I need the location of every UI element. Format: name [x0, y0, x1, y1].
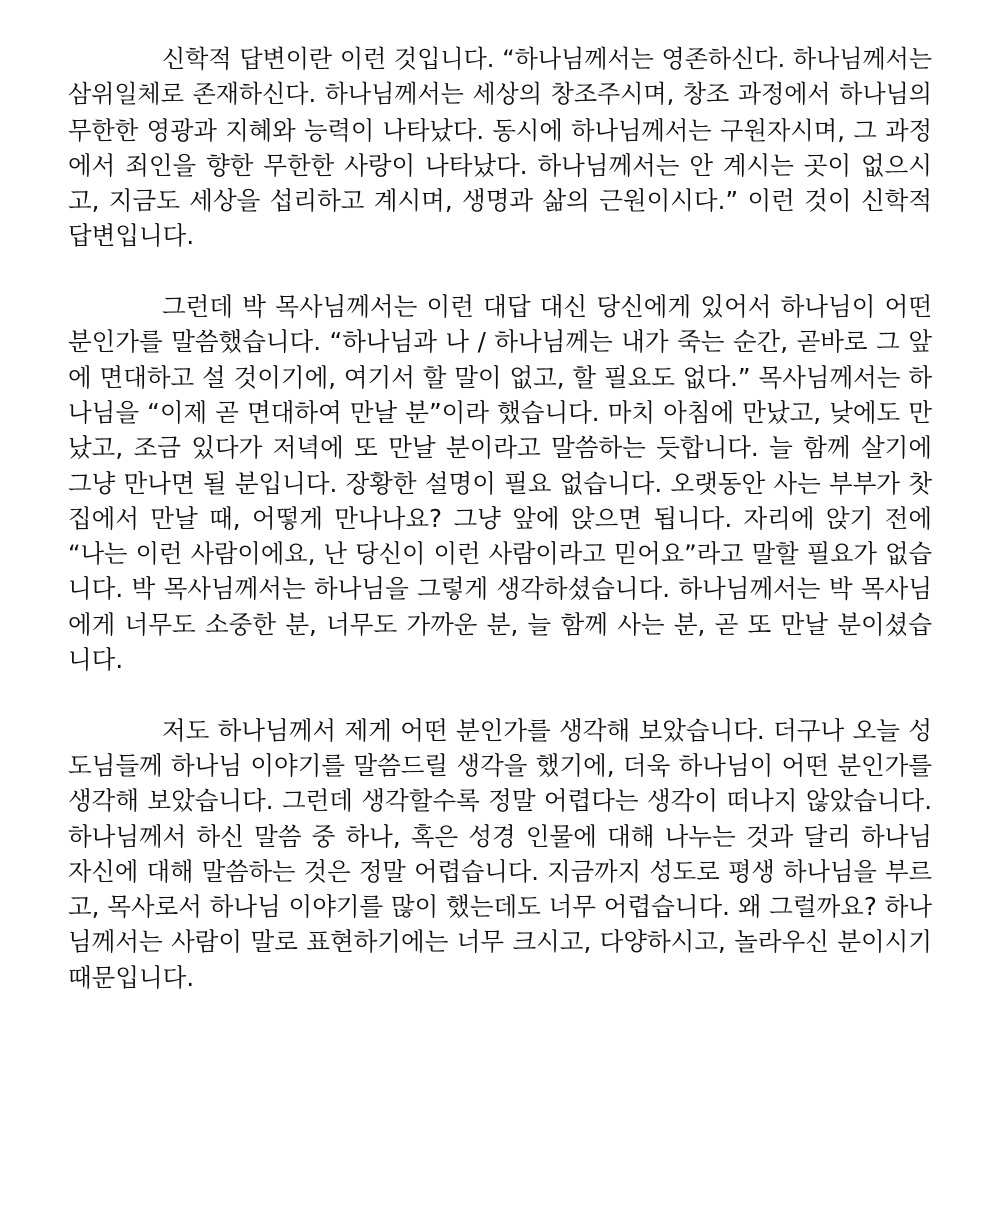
text-line: 고, 지금도 세상을 섭리하고 계시며, 생명과 삶의 근원이시다.” 이런 것이 신학적 [68, 186, 932, 216]
text-line: 그냥 만나면 될 분입니다. 장황한 설명이 필요 없습니다. 오랫동안 사는 부부가 찻 [68, 468, 932, 498]
paragraph-1 [68, 42, 932, 254]
text-line: 에 면대하고 설 것이기에, 여기서 할 말이 없고, 할 필요도 없다.” 목사님께서는 하 [68, 362, 932, 392]
paragraph-3 [68, 713, 932, 995]
text-line: 하나님께서 하신 말씀 중 하나, 혹은 성경 인물에 대해 나누는 것과 달리 하나님 [68, 821, 932, 851]
text-line: 때문입니다. [68, 962, 195, 992]
text-line: 생각해 보았습니다. 그런데 생각할수록 정말 어렵다는 생각이 떠나지 않았습니다. [68, 786, 932, 816]
text-line: 신학적 답변이란 이런 것입니다. “하나님께서는 영존하신다. 하나님께서는 [162, 45, 932, 73]
text-line: 무한한 영광과 지혜와 능력이 나타났다. 동시에 하나님께서는 구원자시며, 그 과정 [68, 115, 932, 145]
text-line: “나는 이런 사람이에요, 난 당신이 이런 사람이라고 믿어요”라고 말할 필요가 없습 [68, 539, 932, 569]
text-line: 고, 목사로서 하나님 이야기를 많이 했는데도 너무 어렵습니다. 왜 그럴까요? 하나 [68, 892, 932, 922]
text-line: 답변입니다. [68, 221, 195, 251]
text-line: 났고, 조금 있다가 저녁에 또 만날 분이라고 말씀하는 듯합니다. 늘 함께 살기에 [68, 433, 932, 463]
text-line: 니다. 박 목사님께서는 하나님을 그렇게 생각하셨습니다. 하나님께서는 박 목사님 [68, 574, 932, 604]
text-line: 삼위일체로 존재하신다. 하나님께서는 세상의 창조주시며, 창조 과정에서 하나님의 [68, 80, 932, 109]
text-line: 집에서 만날 때, 어떻게 만나나요? 그냥 앞에 앉으면 됩니다. 자리에 앉기 전에 [68, 503, 932, 533]
text-line: 도님들께 하나님 이야기를 말씀드릴 생각을 했기에, 더욱 하나님이 어떤 분인가를 [68, 750, 932, 780]
text-line: 에게 너무도 소중한 분, 너무도 가까운 분, 늘 함께 사는 분, 곧 또 만날 분이셨습 [68, 609, 932, 639]
text-line: 니다. [68, 645, 124, 675]
text-line: 에서 죄인을 향한 무한한 사랑이 나타났다. 하나님께서는 안 계시는 곳이 없으시 [68, 150, 932, 180]
text-line: 그런데 박 목사님께서는 이런 대답 대신 당신에게 있어서 하나님이 어떤 [162, 292, 932, 322]
text-line: 저도 하나님께서 제게 어떤 분인가를 생각해 보았습니다. 더구나 오늘 성 [162, 715, 932, 745]
text-line: 분인가를 말씀했습니다. “하나님과 나 / 하나님께는 내가 죽는 순간, 곧바로 그 앞 [68, 327, 932, 357]
text-line: 님께서는 사람이 말로 표현하기에는 너무 크시고, 다양하시고, 놀라우신 분이시기 [68, 927, 932, 957]
paragraph-2 [68, 289, 932, 677]
text-line: 자신에 대해 말씀하는 것은 정말 어렵습니다. 지금까지 성도로 평생 하나님을 부르 [68, 856, 932, 886]
document-page [68, 42, 932, 995]
text-line: 나님을 “이제 곧 면대하여 만날 분”이라 했습니다. 마치 아침에 만났고, 낮에도 만 [68, 397, 932, 427]
